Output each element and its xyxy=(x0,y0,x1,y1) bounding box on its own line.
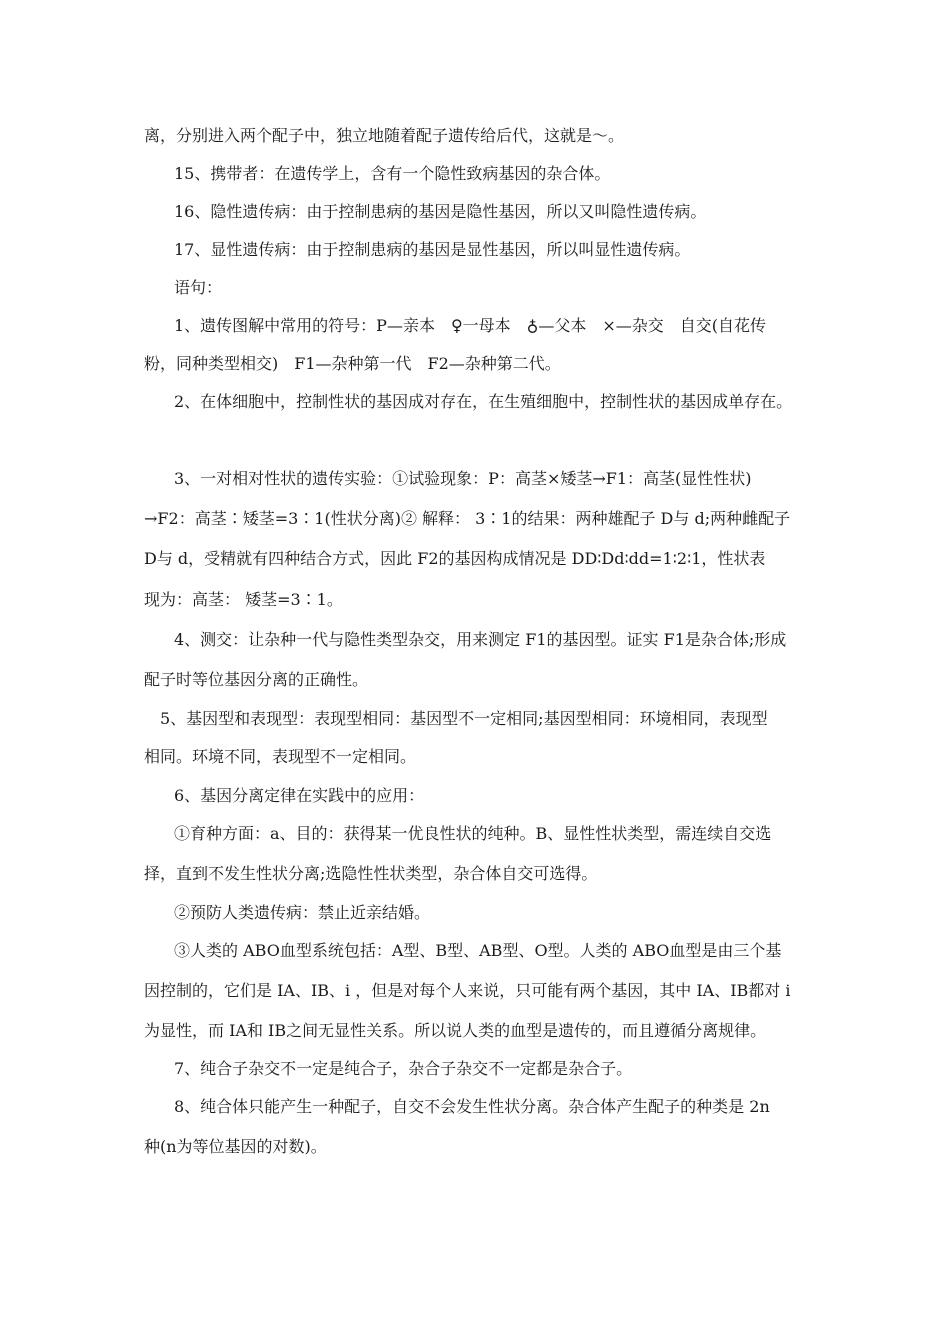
text-line: 种(n为等位基因的对数)。 xyxy=(144,1137,327,1156)
text-line: 择，直到不发生性状分离;选隐性性状类型，杂合体自交可选得。 xyxy=(144,864,598,883)
text-line: 粉，同种类型相交) F1—杂种第一代 F2—杂种第二代。 xyxy=(144,354,561,373)
text-line: D与 d，受精就有四种结合方式，因此 F2的基因构成情况是 DD∶Dd∶dd=1∶2∶1，性状表 xyxy=(144,549,766,568)
text-line: 4、测交：让杂种一代与隐性类型杂交，用来测定 F1的基因型。证实 F1是杂合体;形成 xyxy=(174,630,787,649)
text-line: 5、基因型和表现型：表现型相同：基因型不一定相同;基因型相同：环境相同，表现型 xyxy=(160,709,768,728)
text-line: 17、显性遗传病：由于控制患病的基因是显性基因，所以叫显性遗传病。 xyxy=(174,240,691,259)
text-line: 现为：高茎： 矮茎=3∶1。 xyxy=(144,590,343,609)
text-line: ②预防人类遗传病：禁止近亲结婚。 xyxy=(174,903,431,922)
text-line: 6、基因分离定律在实践中的应用： xyxy=(174,786,425,805)
text-line: 为显性，而 IA和 IB之间无显性关系。所以说人类的血型是遗传的，而且遵循分离规律。 xyxy=(144,1021,767,1040)
text-line: 配子时等位基因分离的正确性。 xyxy=(144,670,369,689)
text-line: →F2：高茎∶矮茎=3∶1(性状分离)② 解释： 3∶1的结果：两种雄配子 D与 d;两种雌配子 xyxy=(144,509,791,528)
text-line: 离，分别进入两个配子中，独立地随着配子遗传给后代，这就是～。 xyxy=(144,126,625,145)
text-line: 3、一对相对性状的遗传实验：①试验现象：P：高茎×矮茎→F1：高茎(显性性状) xyxy=(174,469,752,488)
section-heading: 语句： xyxy=(174,278,223,297)
text-line: 相同。环境不同，表现型不一定相同。 xyxy=(144,747,417,766)
text-line: 2、在体细胞中，控制性状的基因成对存在，在生殖细胞中，控制性状的基因成单存在。 xyxy=(174,392,793,411)
text-line: ③人类的 ABO血型系统包括：A型、B型、AB型、O型。人类的 ABO血型是由三个基 xyxy=(174,941,782,960)
text-line: 16、隐性遗传病：由于控制患病的基因是隐性基因，所以又叫隐性遗传病。 xyxy=(174,202,707,221)
text-line: 因控制的，它们是 IA、IB、i ，但是对每个人来说，只可能有两个基因，其中 IA、IB都对 i xyxy=(144,981,791,1000)
text-line: 1、遗传图解中常用的符号：P—亲本 ♀一母本 ♁—父本 ×—杂交 自交(自花传 xyxy=(174,316,766,335)
text-line: ①育种方面：a、目的：获得某一优良性状的纯种。B、显性性状类型，需连续自交选 xyxy=(174,824,772,843)
text-line: 7、纯合子杂交不一定是纯合子，杂合子杂交不一定都是杂合子。 xyxy=(174,1059,633,1078)
text-line: 8、纯合体只能产生一种配子，自交不会发生性状分离。杂合体产生配子的种类是 2n xyxy=(174,1097,770,1116)
text-line: 15、携带者：在遗传学上，含有一个隐性致病基因的杂合体。 xyxy=(174,164,611,183)
